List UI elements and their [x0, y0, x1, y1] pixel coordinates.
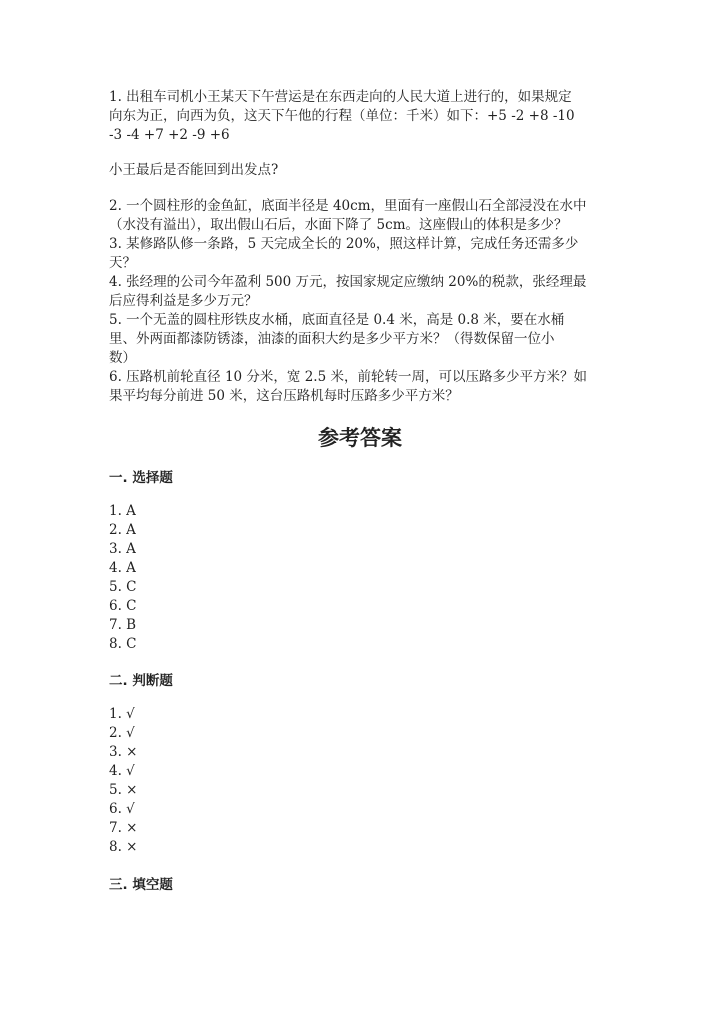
question-line: 2. 一个圆柱形的金鱼缸，底面半径是 40cm，里面有一座假山石全部浸没在水中: [109, 198, 587, 214]
answer-item: 3. A: [109, 541, 136, 557]
question-line: 果平均每分前进 50 米，这台压路机每时压路多少平方米？: [109, 388, 459, 404]
answer-item: 5. ×: [109, 782, 138, 798]
answers-title: 参考答案: [318, 426, 402, 450]
question-line: 后应得利益是多少万元？: [109, 293, 258, 309]
q1-question: 小王最后是否能回到出发点?: [109, 162, 279, 178]
section-heading: 二. 判断题: [109, 673, 173, 689]
question-line: 3. 某修路队修一条路，5 天完成全长的 20%，照这样计算，完成任务还需多少: [109, 236, 579, 252]
q1-line: -3 -4 +7 +2 -9 +6: [109, 127, 230, 143]
section-heading: 一. 选择题: [109, 470, 173, 486]
answer-item: 4. √: [109, 763, 135, 779]
q1-line: 1. 出租车司机小王某天下午营运是在东西走向的人民大道上进行的，如果规定: [109, 89, 572, 105]
question-line: 数）: [109, 350, 136, 366]
answer-item: 4. A: [109, 560, 136, 576]
answer-item: 7. ×: [109, 820, 138, 836]
question-line: 6. 压路机前轮直径 10 分米，宽 2.5 米，前轮转一周，可以压路多少平方米？如: [109, 369, 587, 385]
question-line: 天？: [109, 255, 136, 271]
section-heading: 三. 填空题: [109, 877, 173, 893]
q1-line: 向东为正，向西为负，这天下午他的行程（单位：千米）如下：+5 -2 +8 -10: [109, 108, 575, 124]
answer-item: 5. C: [109, 579, 137, 595]
answer-item: 2. A: [109, 522, 136, 538]
answer-item: 1. √: [109, 706, 135, 722]
question-line: 里、外两面都漆防锈漆，油漆的面积大约是多少平方米？（得数保留一位小: [109, 331, 555, 347]
answer-item: 6. C: [109, 598, 137, 614]
question-line: （水没有溢出），取出假山石后，水面下降了 5cm。这座假山的体积是多少？: [109, 217, 568, 233]
question-line: 5. 一个无盖的圆柱形铁皮水桶，底面直径是 0.4 米，高是 0.8 米，要在水桶: [109, 312, 565, 328]
answer-item: 3. ×: [109, 744, 138, 760]
answer-item: 7. B: [109, 617, 137, 633]
answer-item: 8. ×: [109, 839, 138, 855]
answer-item: 6. √: [109, 801, 135, 817]
answer-item: 2. √: [109, 725, 135, 741]
answer-item: 1. A: [109, 503, 136, 519]
question-line: 4. 张经理的公司今年盈利 500 万元，按国家规定应缴纳 20%的税款，张经理最: [109, 274, 587, 290]
answer-item: 8. C: [109, 636, 137, 652]
